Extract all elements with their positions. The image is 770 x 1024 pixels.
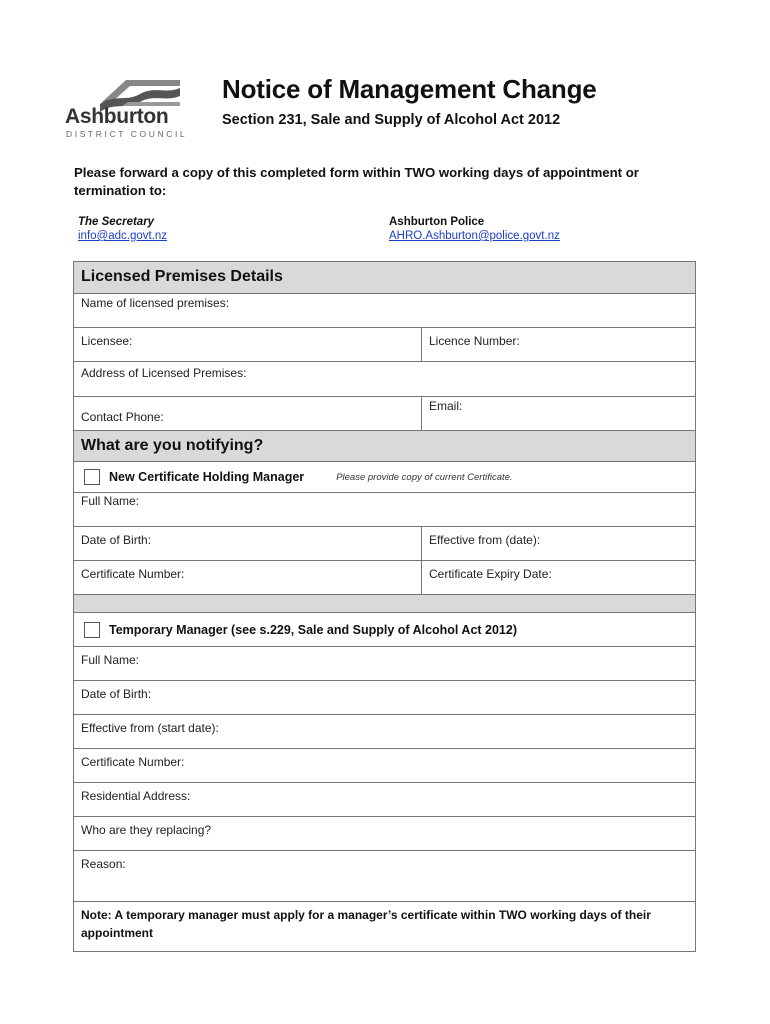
section-header-notifying [74,431,695,462]
field-label: Reason: [81,857,126,871]
temp-manager-option [74,613,695,647]
premises-address-field[interactable] [74,362,695,397]
contact-police [389,216,560,242]
licensee-field[interactable] [74,328,422,361]
contact-secretary [78,216,167,242]
contact-email-link[interactable]: info@adc.govt.nz [78,230,168,242]
form-row [74,328,695,362]
form-row [74,561,695,595]
temp-manager-reason-field[interactable] [74,851,695,902]
form-row [74,397,695,431]
temp-manager-effective-field[interactable] [74,715,695,749]
logo-subtitle: DISTRICT COUNCIL [66,129,188,139]
field-label: Certificate Number: [81,755,185,769]
field-label: Certificate Number: [81,567,185,581]
field-label: Effective from (date): [429,533,541,547]
temp-manager-full-name-field[interactable] [74,647,695,681]
temp-manager-address-field[interactable] [74,783,695,817]
field-label: Name of licensed premises: [81,296,230,310]
licence-number-field[interactable] [422,328,695,361]
temp-manager-note [74,902,695,952]
new-manager-dob-field[interactable] [74,527,422,560]
temp-manager-checkbox[interactable] [84,622,100,638]
intro-text: Please forward a copy of this completed form within TWO working days of appointment or termination to: [74,165,639,198]
field-label: Who are they replacing? [81,823,212,837]
page-title: Notice of Management Change [222,74,597,104]
new-manager-full-name-field[interactable] [74,493,695,527]
contact-name: The Secretary [78,216,155,228]
premises-name-field[interactable] [74,294,695,328]
new-manager-effective-field[interactable] [422,527,695,560]
section-heading: Licensed Premises Details [81,268,283,285]
field-label: Residential Address: [81,789,191,803]
new-manager-cert-number-field[interactable] [74,561,422,594]
page-subtitle: Section 231, Sale and Supply of Alcohol Act 2012 [222,112,561,128]
section-header-premises [74,262,695,294]
email-field[interactable] [422,397,695,430]
logo-wordmark: Ashburton [65,105,169,128]
contact-email-link[interactable]: AHRO.Ashburton@police.govt.nz [389,230,560,242]
temp-manager-cert-number-field[interactable] [74,749,695,783]
field-label: Full Name: [81,494,140,508]
temp-manager-dob-field[interactable] [74,681,695,715]
new-manager-option [74,462,695,493]
checkbox-label: Temporary Manager (see s.229, Sale and Supply of Alcohol Act 2012) [109,622,518,637]
new-manager-checkbox[interactable] [84,469,100,485]
field-label: Contact Phone: [81,410,164,424]
contact-phone-field[interactable] [74,397,422,430]
section-divider [74,595,695,613]
checkbox-label: New Certificate Holding Manager [109,470,305,484]
note-text: Note: A temporary manager must apply for a manager’s certificate within TWO working days of their appointment [81,908,651,940]
field-label: Date of Birth: [81,533,152,547]
field-label: Date of Birth: [81,687,152,701]
field-label: Licensee: [81,334,133,348]
temp-manager-replacing-field[interactable] [74,817,695,851]
field-label: Effective from (start date): [81,721,219,735]
new-manager-cert-expiry-field[interactable] [422,561,695,594]
field-label: Licence Number: [429,334,520,348]
notice-form [73,261,696,952]
certificate-note: Please provide copy of current Certificate. [336,471,513,483]
form-row [74,527,695,561]
field-label: Certificate Expiry Date: [429,567,552,581]
field-label: Email: [429,399,463,413]
contact-name: Ashburton Police [389,216,485,228]
section-heading: What are you notifying? [81,437,264,454]
field-label: Address of Licensed Premises: [81,366,247,380]
field-label: Full Name: [81,653,140,667]
